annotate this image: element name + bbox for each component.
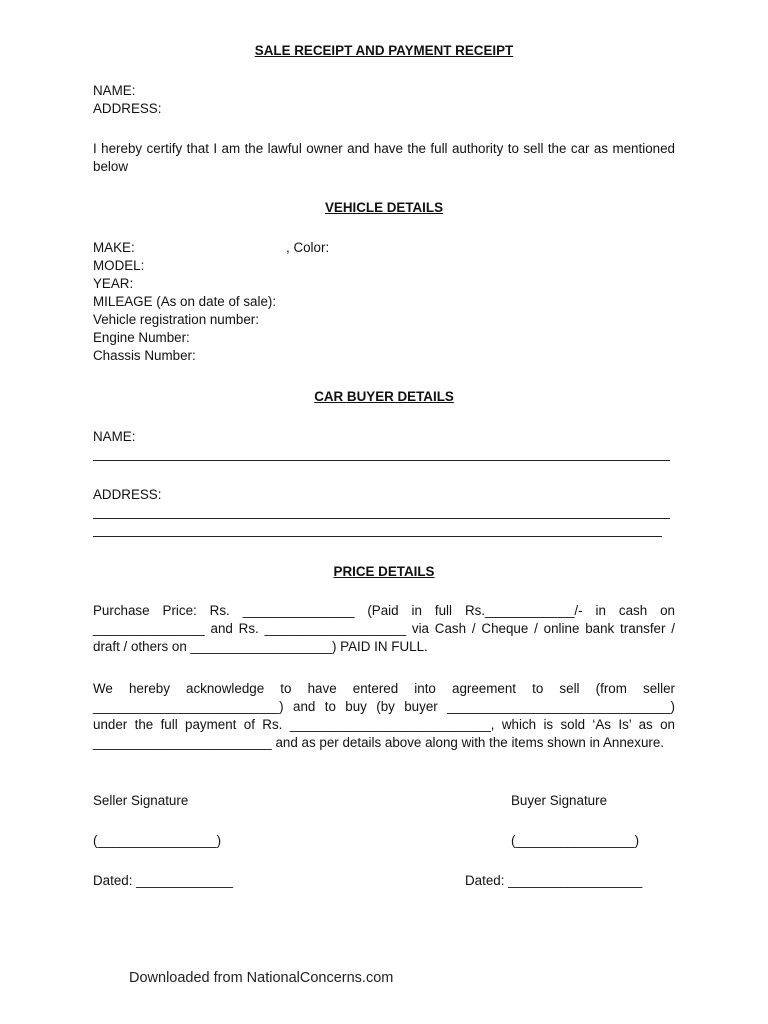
buyer-signature-label: Buyer Signature — [511, 793, 608, 808]
document-title: SALE RECEIPT AND PAYMENT RECEIPT — [254, 43, 514, 58]
chassis-number-label: Chassis Number: — [93, 348, 196, 363]
mileage-label: MILEAGE (As on date of sale): — [93, 294, 277, 309]
vehicle-details-heading: VEHICLE DETAILS — [324, 200, 444, 215]
buyer-address-label: ADDRESS: — [93, 487, 162, 502]
seller-name-label: NAME: — [93, 83, 136, 98]
ownership-certification: I hereby certify that I am the lawful owner and have the full authority to sell the car as mentioned below — [93, 141, 675, 174]
model-label: MODEL: — [93, 258, 145, 273]
price-details-heading: PRICE DETAILS — [333, 564, 435, 579]
agreement-paragraph: We hereby acknowledge to have entered into agreement to sell (from seller _________________________) and to buy (by buyer ______________________________) under the full payment of Rs. ___________________________, which is sold ‘As Is’ as on ________________________ and as per details above along with the items shown in Annexure. — [93, 681, 675, 750]
buyer-name-label: NAME: — [93, 429, 136, 444]
car-buyer-details-heading: CAR BUYER DETAILS — [314, 389, 454, 404]
buyer-dated-field: Dated: __________________ — [465, 873, 643, 888]
seller-address-label: ADDRESS: — [93, 101, 162, 116]
color-label: , Color: — [286, 240, 330, 255]
buyer-address-line-2 — [93, 536, 662, 537]
buyer-address-line-1 — [93, 518, 670, 519]
seller-signature-label: Seller Signature — [93, 793, 189, 808]
year-label: YEAR: — [93, 276, 134, 291]
engine-number-label: Engine Number: — [93, 330, 190, 345]
registration-number-label: Vehicle registration number: — [93, 312, 259, 327]
buyer-name-line — [93, 460, 670, 461]
make-label: MAKE: — [93, 240, 135, 255]
purchase-price-paragraph: Purchase Price: Rs. _______________ (Paid in full Rs.____________/- in cash on _______________ and Rs. ___________________ via Cash / Cheque / online bank transfer / draft / others on ___________________) PAID IN FULL. — [93, 603, 675, 654]
seller-dated-field: Dated: _____________ — [93, 873, 233, 888]
footer-source-note: Downloaded from NationalConcerns.com — [129, 970, 394, 986]
buyer-signature-blank: (________________) — [511, 833, 640, 848]
seller-signature-blank: (________________) — [93, 833, 222, 848]
